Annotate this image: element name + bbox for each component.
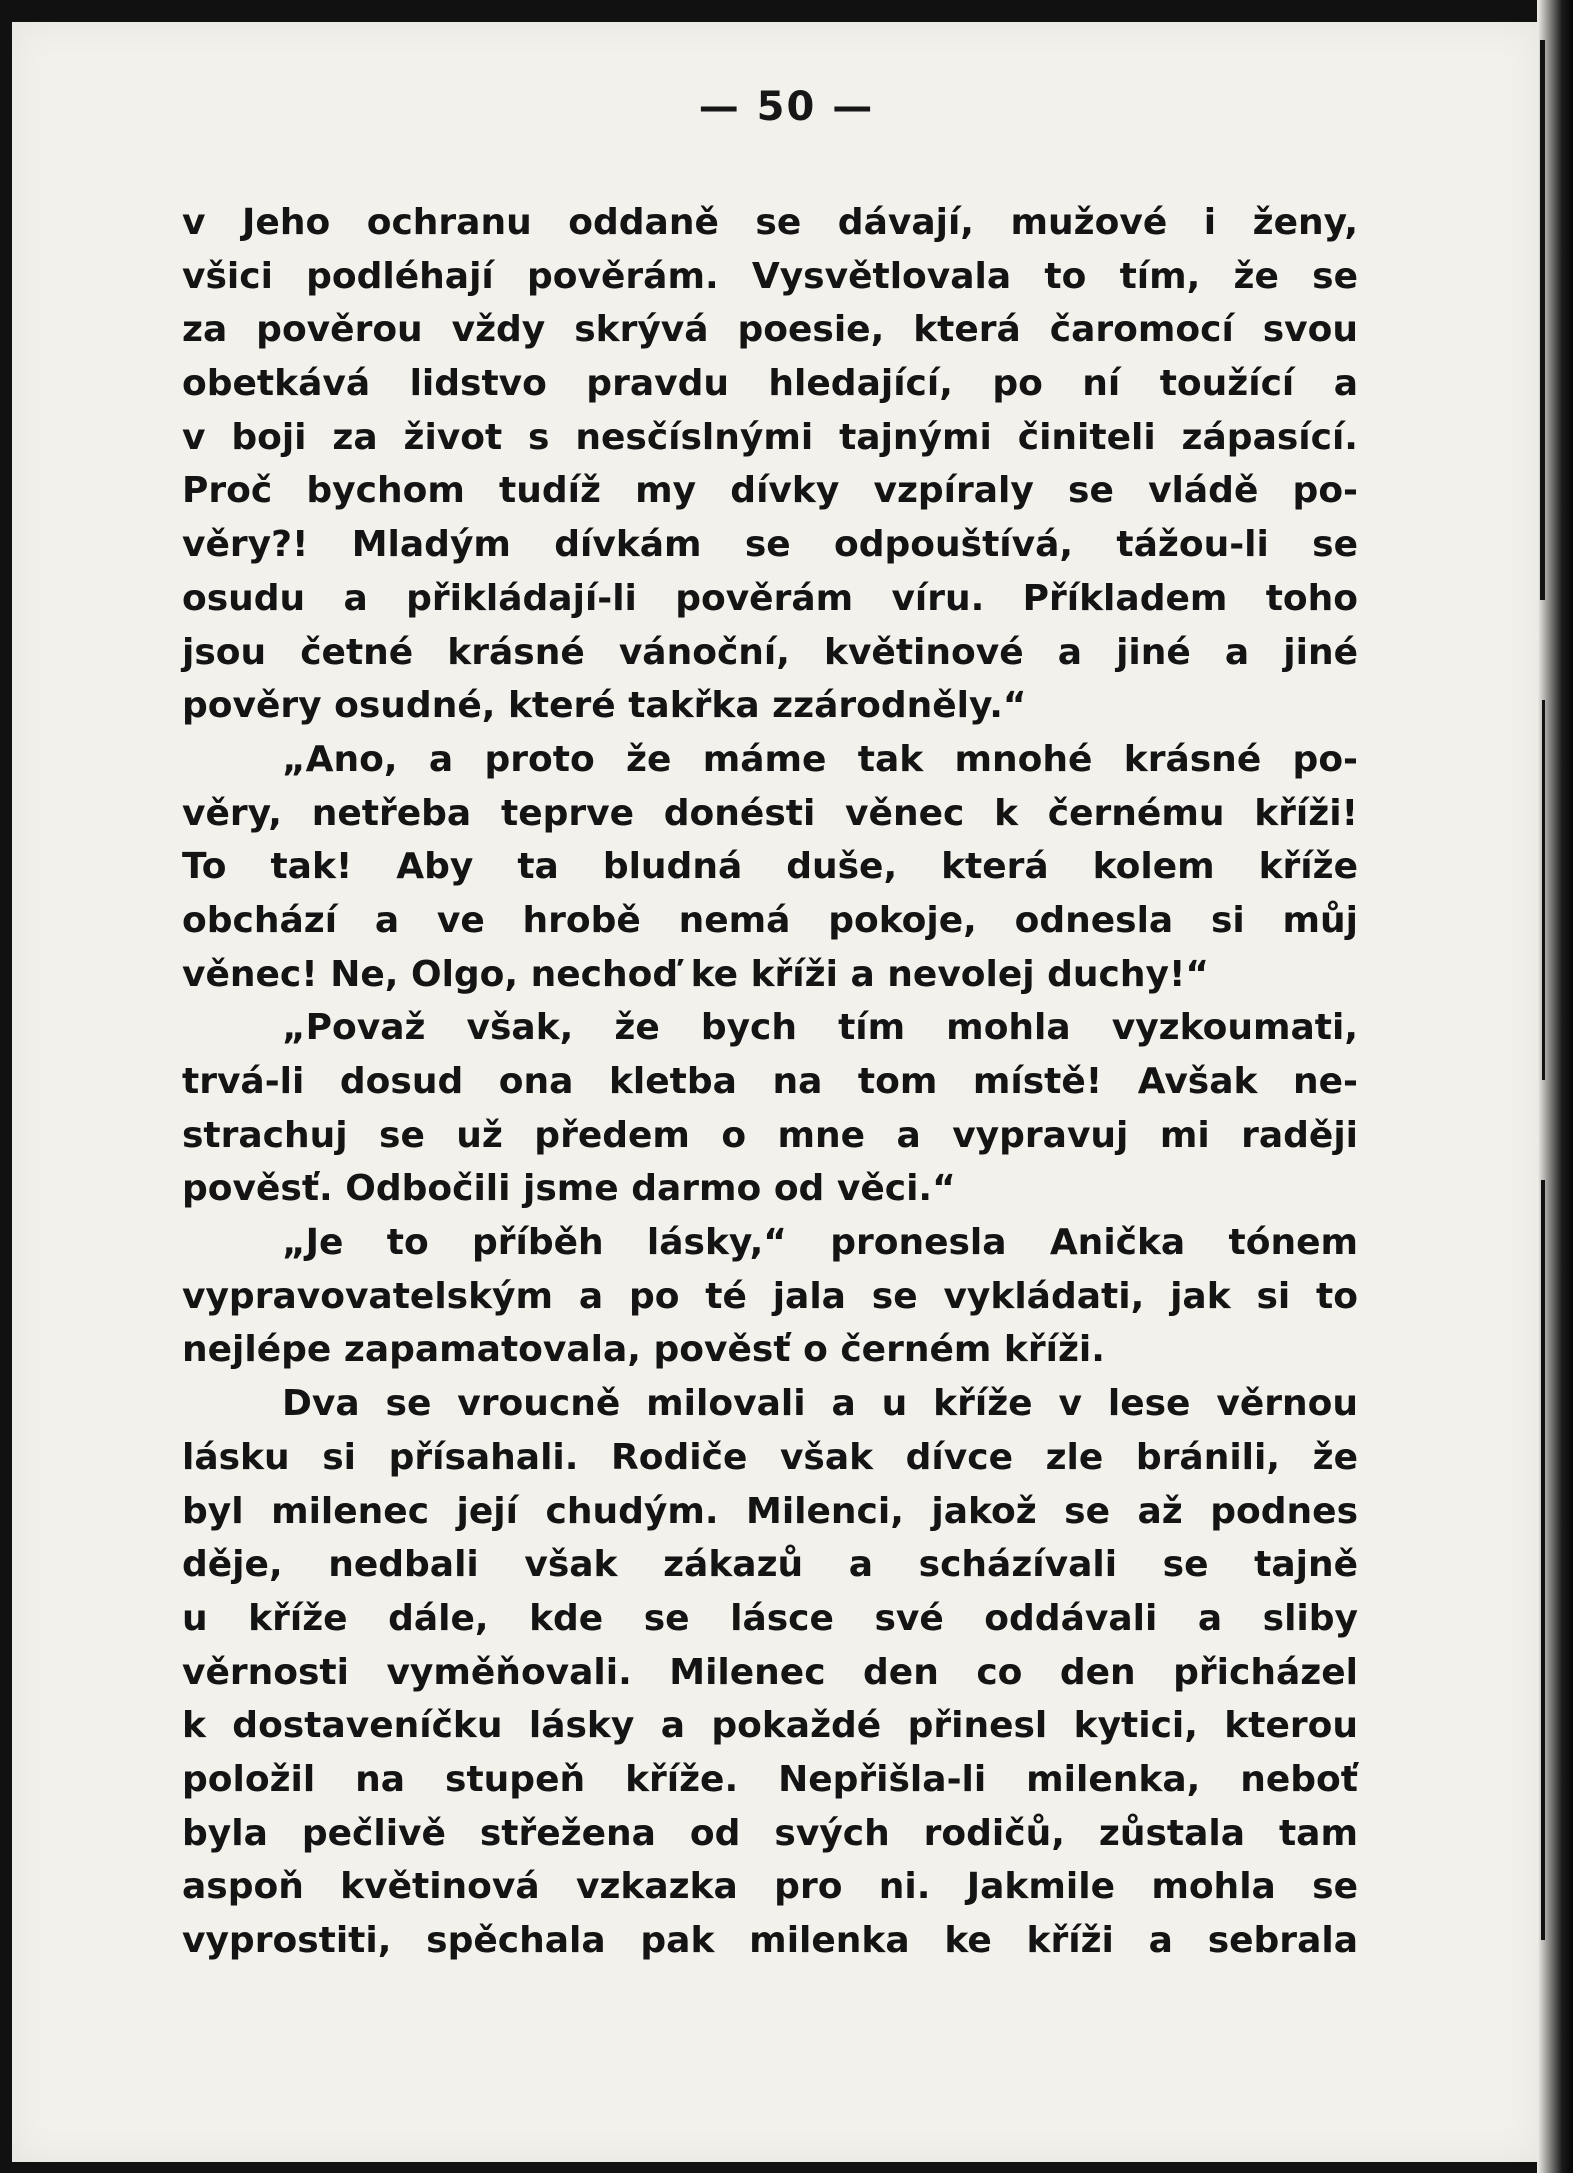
text-line: k dostaveníčku lásky a pokaždé přinesl kytici, kterou xyxy=(182,1705,1358,1747)
text-line: obchází a ve hrobě nemá pokoje, odnesla si můj xyxy=(182,899,1358,941)
text-line: osudu a přikládají-li pověrám víru. Příkladem toho xyxy=(182,577,1358,619)
text-line: aspoň květinová vzkazka pro ni. Jakmile mohla se xyxy=(182,1866,1358,1908)
text-line: vyprostiti, spěchala pak milenka ke kříži a sebrala xyxy=(182,1920,1358,1961)
text-line: všici podléhají pověrám. Vysvětlovala to tím, že se xyxy=(182,255,1358,297)
text-line: byla pečlivě střežena od svých rodičů, zůstala tam xyxy=(182,1812,1358,1854)
text-line: pověsť. Odbočili jsme darmo od věci.“ xyxy=(182,1168,956,1210)
text-line: trvá-li dosud ona kletba na tom místě! Avšak ne- xyxy=(182,1061,1358,1102)
text-line: To tak! Aby ta bludná duše, která kolem kříže xyxy=(182,846,1358,888)
text-line: „Považ však, že bych tím mohla vyzkoumati, xyxy=(282,1007,1358,1049)
text-line: jsou četné krásné vánoční, květinové a jiné a jiné xyxy=(182,631,1358,673)
text-line: v Jeho ochranu oddaně se dávají, mužové i ženy, xyxy=(182,202,1358,243)
binding-edge-mark xyxy=(1542,700,1545,1080)
text-line: v boji za život s nesčíslnými tajnými činiteli zápasící. xyxy=(182,416,1358,458)
text-line: Proč bychom tudíž my dívky vzpíraly se vládě po- xyxy=(182,470,1358,512)
text-line: děje, nedbali však zákazů a scházívali se tajně xyxy=(182,1544,1358,1586)
text-line: pověry osudné, které takřka zzárodněly.“ xyxy=(182,685,1027,727)
text-line: strachuj se už předem o mne a vypravuj mi raději xyxy=(182,1114,1358,1156)
text-line: věry?! Mladým dívkám se odpouštívá, tážou-li se xyxy=(182,524,1358,566)
binding-edge-mark xyxy=(1541,1180,1545,1940)
text-line: u kříže dále, kde se lásce své oddávali a sliby xyxy=(182,1597,1358,1639)
text-line: lásku si přísahali. Rodiče však dívce zle bránili, že xyxy=(182,1436,1358,1478)
text-line: vypravovatelským a po té jala se vykládati, jak si to xyxy=(182,1275,1358,1317)
body-text xyxy=(182,196,1358,1968)
text-line: věry, netřeba teprve donésti věnec k černému kříži! xyxy=(182,792,1358,834)
text-line: „Je to příběh lásky,“ pronesla Anička tónem xyxy=(282,1222,1358,1264)
text-line: Dva se vroucně milovali a u kříže v lese věrnou xyxy=(282,1383,1358,1425)
text-line: obetkává lidstvo pravdu hledající, po ní toužící a xyxy=(182,363,1358,405)
text-line: položil na stupeň kříže. Nepřišla-li milenka, neboť xyxy=(182,1758,1358,1800)
text-line: věrnosti vyměňovali. Milenec den co den přicházel xyxy=(182,1651,1358,1693)
text-line: „Ano, a proto že máme tak mnohé krásné po- xyxy=(282,738,1358,780)
text-line: byl milenec její chudým. Milenci, jakož se až podnes xyxy=(182,1490,1358,1532)
page-number: — 50 — xyxy=(698,84,875,130)
text-line: za pověrou vždy skrývá poesie, která čaromocí svou xyxy=(182,309,1358,351)
text-line: nejlépe zapamatovala, pověsť o černém kříži. xyxy=(182,1329,1105,1371)
text-line: věnec! Ne, Olgo, nechoď ke kříži a nevolej duchy!“ xyxy=(182,953,1210,995)
